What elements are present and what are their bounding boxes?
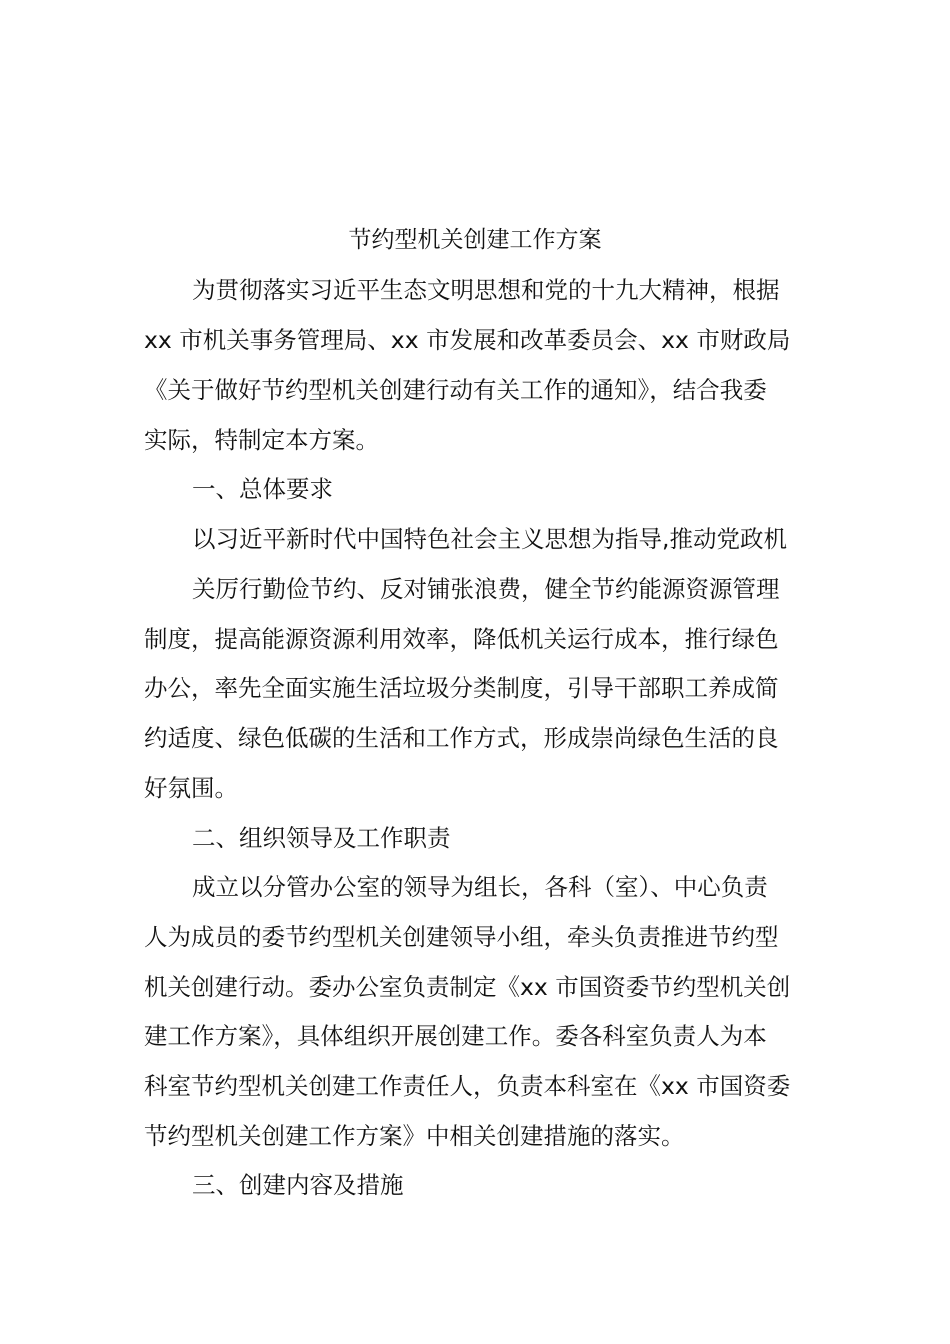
paragraph-line: 科室节约型机关创建工作责任人，负责本科室在《xx 市国资委 (144, 1072, 791, 1100)
paragraph-line: 办公，率先全面实施生活垃圾分类制度，引导干部职工养成简 (144, 674, 779, 702)
paragraph-line: 建工作方案》，具体组织开展创建工作。委各科室负责人为本 (144, 1022, 767, 1050)
paragraph-line: 为贯彻落实习近平生态文明思想和党的十九大精神，根据 (192, 276, 780, 304)
paragraph-line: 约适度、绿色低碳的生活和工作方式，形成崇尚绿色生活的良 (144, 724, 779, 752)
paragraph-line: 以习近平新时代中国特色社会主义思想为指导,推动党政机 (192, 525, 787, 553)
paragraph-line: 《关于做好节约型机关创建行动有关工作的通知》，结合我委 (144, 376, 767, 404)
paragraph-line: 成立以分管办公室的领导为组长，各科（室）、中心负责 (192, 873, 768, 901)
paragraph-line: 实际，特制定本方案。 (144, 426, 379, 454)
document-title: 节约型机关创建工作方案 (348, 227, 602, 253)
section-heading-1: 一、总体要求 (192, 475, 333, 503)
paragraph-line: 人为成员的委节约型机关创建领导小组，牵头负责推进节约型 (144, 923, 779, 951)
paragraph-line: 好氛围。 (144, 774, 238, 802)
paragraph-line: 节约型机关创建工作方案》中相关创建措施的落实。 (144, 1122, 685, 1150)
section-heading-2: 二、组织领导及工作职责 (192, 824, 451, 852)
paragraph-line: xx 市机关事务管理局、xx 市发展和改革委员会、xx 市财政局 (144, 326, 791, 354)
paragraph-line: 制度，提高能源资源利用效率，降低机关运行成本，推行绿色 (144, 625, 779, 653)
paragraph-line: 机关创建行动。委办公室负责制定《xx 市国资委节约型机关创 (144, 973, 791, 1001)
section-heading-3: 三、创建内容及措施 (192, 1171, 404, 1199)
paragraph-line: 关厉行勤俭节约、反对铺张浪费，健全节约能源资源管理 (192, 575, 780, 603)
